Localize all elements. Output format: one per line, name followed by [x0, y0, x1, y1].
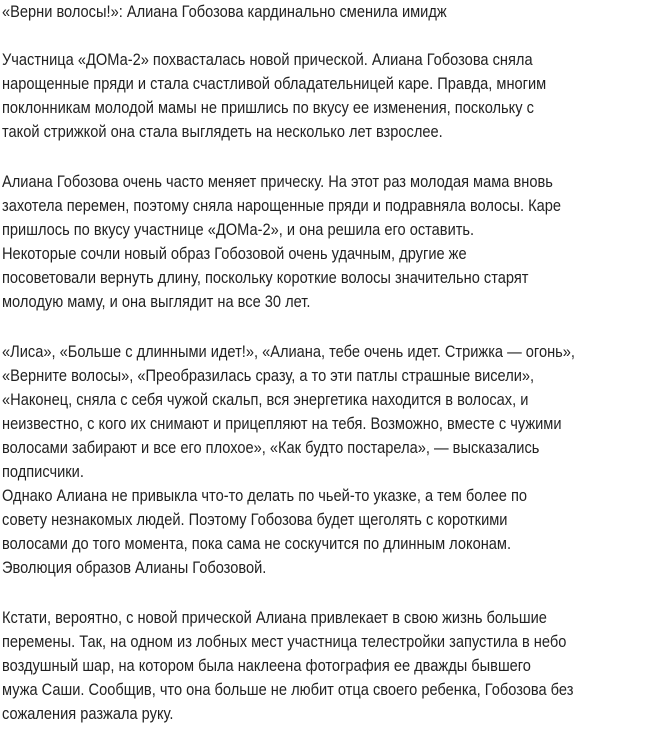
- paragraph-line: захотела перемен, поэтому сняла нарощенные пряди и подравняла волосы. Каре: [2, 196, 562, 215]
- paragraph-line: Однако Алиана не привыкла что-то делать по чьей-то указке, а тем более по: [2, 486, 528, 505]
- paragraph-line: нарощенные пряди и стала счастливой обладательницей каре. Правда, многим: [2, 74, 547, 93]
- paragraph-line: сожаления разжала руку.: [2, 704, 174, 723]
- paragraph-line: Кстати, вероятно, с новой прической Алиана привлекает в свою жизнь большие: [2, 608, 547, 627]
- paragraph-line: «Верните волосы», «Преобразилась сразу, а то эти патлы страшные висели»,: [2, 366, 535, 385]
- paragraph-line: Алиана Гобозова очень часто меняет прическу. На этот раз молодая мама вновь: [2, 172, 553, 191]
- paragraph-line: Эволюция образов Алианы Гобозовой.: [2, 558, 267, 577]
- paragraph-line: «Наконец, сняла с себя чужой скальп, вся энергетика находится в волосах, и: [2, 390, 529, 409]
- paragraph-line: волосами забирают и все его плохое», «Как будто постарела», — высказались: [2, 438, 540, 457]
- paragraph-line: перемены. Так, на одном из лобных мест участница телестройки запустила в небо: [2, 632, 567, 651]
- paragraph-line: «Лиса», «Больше с длинными идет!», «Алиана, тебе очень идет. Стрижка — огонь»,: [2, 342, 575, 361]
- paragraph-line: Участница «ДОМа-2» похвасталась новой прической. Алиана Гобозова сняла: [2, 50, 533, 69]
- paragraph-line: молодую маму, и она выглядит на все 30 лет.: [2, 292, 311, 311]
- article-title: «Верни волосы!»: Алиана Гобозова кардинально сменила имидж: [2, 2, 447, 21]
- paragraph-line: неизвестно, с кого их снимают и прицепляют на тебя. Возможно, вместе с чужими: [2, 414, 562, 433]
- paragraph-line: волосами до того момента, пока сама не соскучится по длинным локонам.: [2, 534, 512, 553]
- paragraph-line: подписчики.: [2, 462, 84, 481]
- paragraph-line: совету незнакомых людей. Поэтому Гобозова будет щеголять с короткими: [2, 510, 508, 529]
- paragraph-line: посоветовали вернуть длину, поскольку короткие волосы значительно старят: [2, 268, 529, 287]
- paragraph-line: такой стрижкой она стала выглядеть на несколько лет взрослее.: [2, 122, 443, 141]
- paragraph-line: мужа Саши. Сообщив, что она больше не любит отца своего ребенка, Гобозова без: [2, 680, 574, 699]
- paragraph-line: пришлось по вкусу участнице «ДОМа-2», и она решила его оставить.: [2, 220, 475, 239]
- paragraph-line: поклонникам молодой мамы не пришлись по вкусу ее изменения, поскольку с: [2, 98, 534, 117]
- paragraph-line: Некоторые сочли новый образ Гобозовой очень удачным, другие же: [2, 244, 467, 263]
- paragraph-line: воздушный шар, на котором была наклеена фотография ее дважды бывшего: [2, 656, 531, 675]
